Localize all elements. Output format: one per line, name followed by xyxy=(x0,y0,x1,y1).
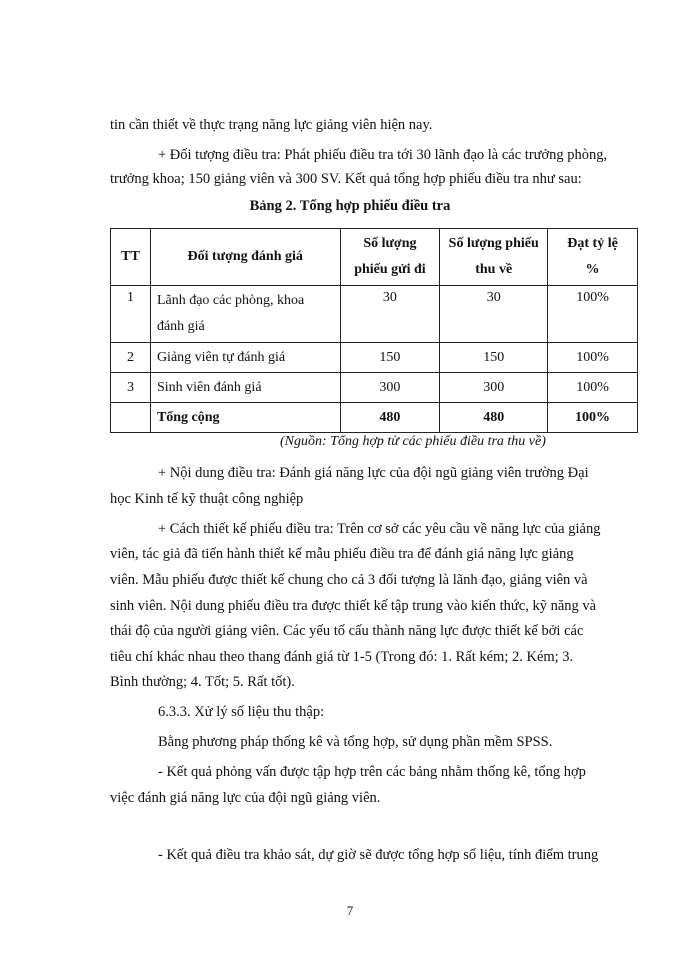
cell-tt: 3 xyxy=(111,373,151,403)
paragraph-line: tin cần thiết về thực trạng năng lực giảng viên hiện nay. xyxy=(110,117,433,133)
paragraph-line: viên, tác giả đã tiến hành thiết kế mẫu phiếu điều tra để đánh giá năng lực giảng xyxy=(110,546,574,562)
table-total-row xyxy=(111,403,638,433)
table-row xyxy=(111,343,638,373)
paragraph-line: Bằng phương pháp thống kê và tổng hợp, sử dụng phần mềm SPSS. xyxy=(158,734,553,750)
paragraph-line: việc đánh giá năng lực của đội ngũ giảng viên. xyxy=(110,790,381,806)
table-row xyxy=(111,286,638,343)
paragraph-line: + Cách thiết kế phiếu điều tra: Trên cơ sở các yêu cầu về năng lực của giảng xyxy=(158,521,601,537)
header-rate-line2: % xyxy=(585,262,600,277)
cell-sent: 150 xyxy=(340,343,440,373)
header-received-line1: Số lượng phiếu xyxy=(448,236,539,251)
total-sent: 480 xyxy=(340,403,440,433)
total-received: 480 xyxy=(440,403,548,433)
header-sent-line1: Số lượng xyxy=(363,236,417,251)
cell-sent: 30 xyxy=(340,286,440,343)
paragraph-line: + Đối tượng điều tra: Phát phiếu điều tra tới 30 lãnh đạo là các trưởng phòng, xyxy=(158,147,608,163)
header-tt: TT xyxy=(111,229,151,286)
cell-rate: 100% xyxy=(548,373,638,403)
cell-subject-line1: Lãnh đạo các phòng, khoa xyxy=(156,293,305,308)
cell-rate: 100% xyxy=(548,343,638,373)
paragraph-line: thái độ của người giảng viên. Các yếu tố cấu thành năng lực được thiết kế bởi các xyxy=(110,623,584,639)
cell-sent: 300 xyxy=(340,373,440,403)
cell-tt-empty xyxy=(111,403,151,433)
header-sent xyxy=(340,229,440,286)
page-number: 7 xyxy=(346,903,354,918)
header-rate xyxy=(548,229,638,286)
cell-subject xyxy=(150,286,340,343)
cell-received: 300 xyxy=(440,373,548,403)
paragraph-line: viên. Mẫu phiếu được thiết kế chung cho cả 3 đối tượng là lãnh đạo, giảng viên và xyxy=(110,572,588,588)
survey-table xyxy=(110,228,638,433)
paragraph-line: tiêu chí khác nhau theo thang đánh giá từ 1-5 (Trong đó: 1. Rất kém; 2. Kém; 3. xyxy=(110,649,574,665)
header-sent-line2: phiếu gửi đi xyxy=(354,262,426,277)
header-rate-line1: Đạt tỷ lệ xyxy=(567,236,618,251)
cell-received: 30 xyxy=(440,286,548,343)
table-header-row xyxy=(111,229,638,286)
cell-rate: 100% xyxy=(548,286,638,343)
cell-received: 150 xyxy=(440,343,548,373)
cell-subject-line2: đánh giá xyxy=(156,319,205,334)
header-received-line2: thu về xyxy=(475,262,513,277)
cell-tt: 1 xyxy=(111,286,151,343)
header-received xyxy=(440,229,548,286)
paragraph-line: học Kinh tế kỹ thuật công nghiệp xyxy=(110,491,304,507)
paragraph-line: - Kết quả phỏng vấn được tập hợp trên các bảng nhằm thống kê, tổng hợp xyxy=(158,764,586,780)
paragraph-line: trưởng khoa; 150 giảng viên và 300 SV. Kết quả tổng hợp phiếu điều tra như sau: xyxy=(110,171,582,187)
cell-subject: Giảng viên tự đánh giá xyxy=(150,343,340,373)
header-subject: Đối tượng đánh giá xyxy=(150,229,340,286)
section-heading: 6.3.3. Xử lý số liệu thu thập: xyxy=(158,704,325,720)
total-rate: 100% xyxy=(548,403,638,433)
table-caption: Bảng 2. Tổng hợp phiếu điều tra xyxy=(249,198,451,214)
paragraph-line: + Nội dung điều tra: Đánh giá năng lực của đội ngũ giảng viên trường Đại xyxy=(158,465,589,481)
paragraph-line: Bình thường; 4. Tốt; 5. Rất tốt). xyxy=(110,674,295,690)
total-label: Tổng cộng xyxy=(150,403,340,433)
cell-subject: Sinh viên đánh giá xyxy=(150,373,340,403)
paragraph-line: sinh viên. Nội dung phiếu điều tra được thiết kế tập trung vào kiến thức, kỹ năng và xyxy=(110,598,597,614)
paragraph-line: - Kết quả điều tra khảo sát, dự giờ sẽ được tổng hợp số liệu, tính điểm trung xyxy=(158,847,599,863)
table-row xyxy=(111,373,638,403)
cell-tt: 2 xyxy=(111,343,151,373)
table-source-note: (Nguồn: Tổng hợp từ các phiếu điều tra thu về) xyxy=(280,434,546,449)
